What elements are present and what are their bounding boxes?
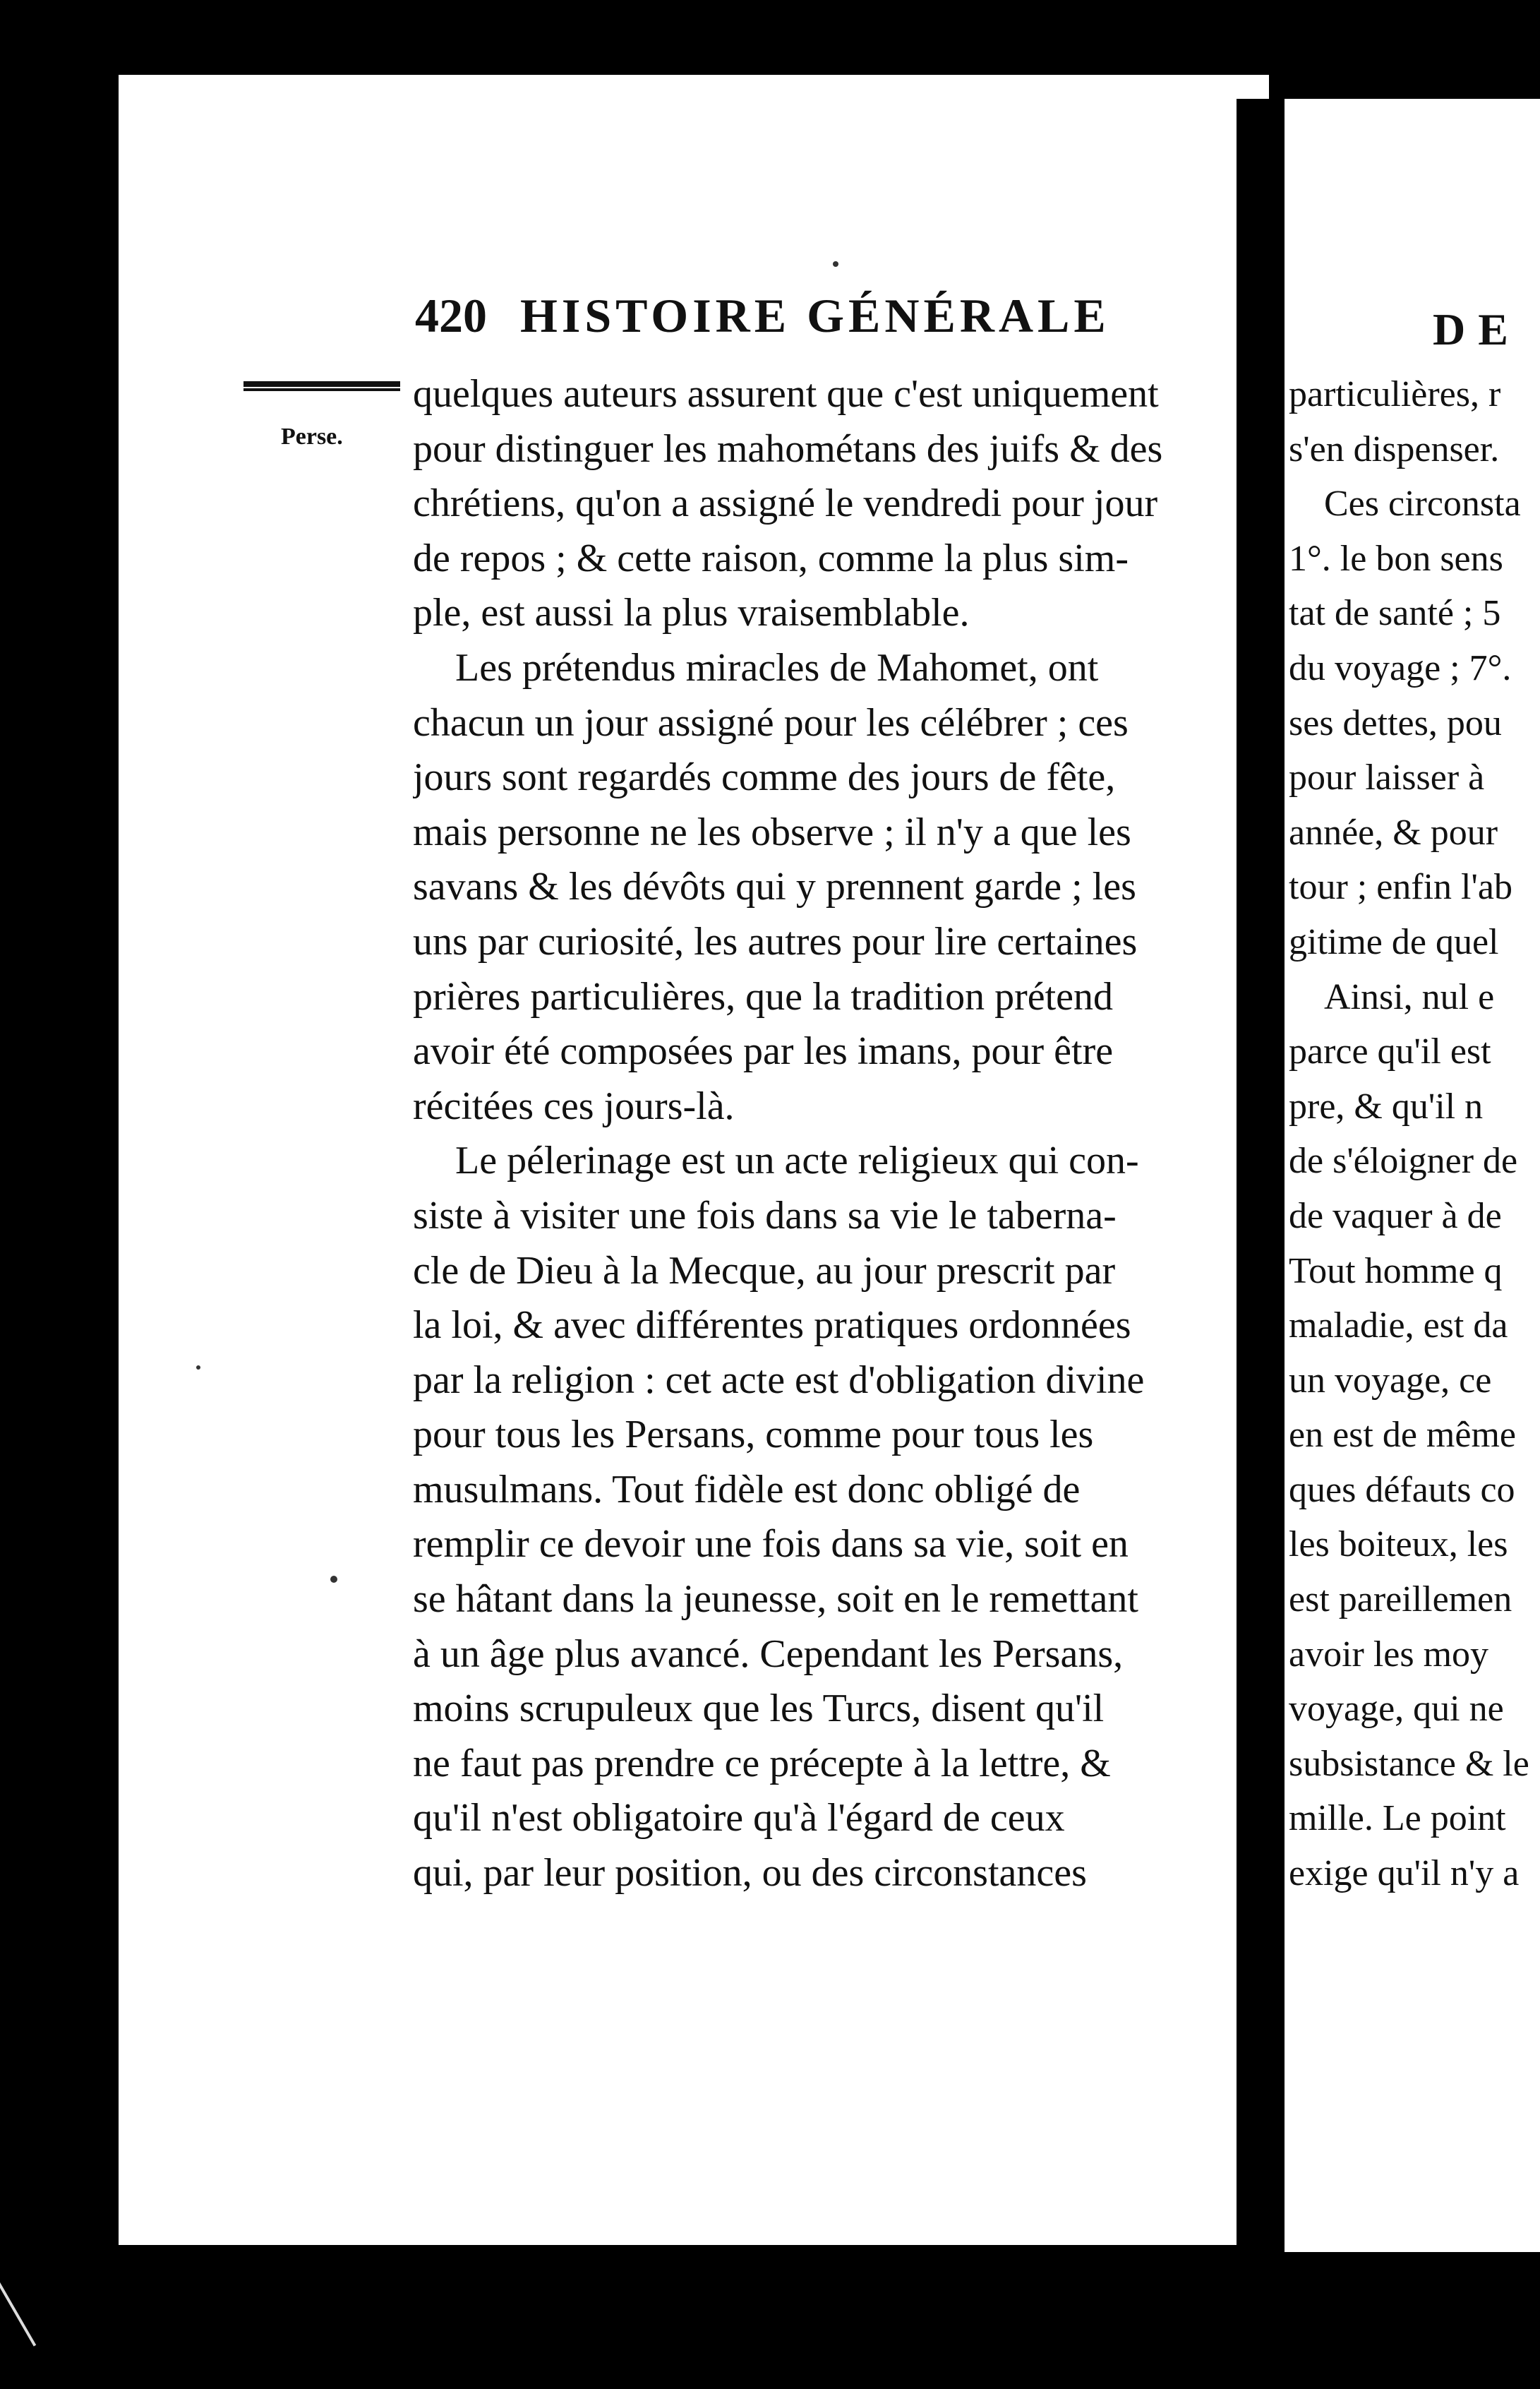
text-line: particulières, r [1289,374,1501,414]
text-line: remplir ce devoir une fois dans sa vie, soit en [413,1522,1129,1567]
text-line: Les prétendus miracles de Mahomet, ont [455,645,1099,690]
text-line: ses dettes, pou [1289,702,1502,743]
text-line: ple, est aussi la plus vraisemblable. [413,591,970,635]
text-line: pour laisser à [1289,758,1485,798]
text-line: savans & les dévôts qui y prennent garde ; les [413,865,1136,909]
text-line: année, & pour [1289,812,1498,853]
text-line: chacun un jour assigné pour les célébrer ; ces [413,700,1129,745]
page-number: 420 [415,289,487,342]
text-line: gitime de quel [1289,921,1499,962]
text-line: est pareillemen [1289,1579,1512,1620]
text-line: voyage, qui ne [1289,1689,1504,1730]
text-line: tat de santé ; 5 [1289,593,1501,634]
text-line: mais personne ne les observe ; il n'y a que les [413,810,1131,854]
text-line: uns par curiosité, les autres pour lire certaines [413,919,1138,964]
text-line: musulmans. Tout fidèle est donc obligé de [413,1467,1081,1511]
text-line: en est de même [1289,1415,1516,1456]
text-line: quelques auteurs assurent que c'est uniquement [413,372,1159,416]
book-gutter [1237,99,1285,2245]
text-line: siste à visiter une fois dans sa vie le taberna- [413,1193,1117,1238]
text-line: s'en dispenser. [1289,429,1500,469]
margin-rule [243,381,400,391]
text-line: mille. Le point [1289,1798,1506,1839]
text-line: pour distinguer les mahométans des juifs & des [413,426,1163,471]
text-line: de vaquer à de [1289,1195,1502,1236]
text-line: jours sont regardés comme des jours de fête, [413,755,1116,800]
text-line: parce qu'il est [1289,1031,1491,1072]
text-line: ne faut pas prendre ce précepte à la lettre, & [413,1741,1111,1785]
text-line: pour tous les Persans, comme pour tous les [413,1413,1094,1457]
text-line: qu'il n'est obligatoire qu'à l'égard de ceux [413,1796,1065,1840]
text-line: de s'éloigner de [1289,1141,1518,1182]
scan-scratch [0,2277,36,2346]
text-line: récitées ces jours-là. [413,1084,735,1128]
text-line: chrétiens, qu'on a assigné le vendredi pour jour [413,481,1158,526]
text-line: se hâtant dans la jeunesse, soit en le remettant [413,1577,1138,1622]
text-line: moins scrupuleux que les Turcs, disent qu'il [413,1687,1105,1731]
text-line: du voyage ; 7°. [1289,647,1512,688]
text-line: Tout homme q [1289,1250,1503,1291]
text-line: par la religion : cet acte est d'obligation divine [413,1358,1145,1402]
text-line: de repos ; & cette raison, comme la plus sim- [413,536,1129,580]
text-line: Ces circonsta [1324,484,1521,525]
dust-speck [196,1365,200,1370]
right-page-header: DE [1433,304,1521,354]
text-line: un voyage, ce [1289,1360,1492,1401]
left-page-body-text [413,367,1239,1920]
text-line: exige qu'il n'y a [1289,1853,1520,1894]
text-line: maladie, est da [1289,1305,1508,1346]
text-line: prières particulières, que la tradition prétend [413,974,1114,1019]
running-title: HISTOIRE GÉNÉRALE [520,289,1110,342]
text-line: Le pélerinage est un acte religieux qui con- [455,1139,1139,1183]
text-line: ques défauts co [1289,1469,1515,1510]
text-line: tour ; enfin l'ab [1289,867,1512,908]
text-line: la loi, & avec différentes pratiques ordonnées [413,1303,1131,1348]
dust-speck [330,1576,337,1583]
right-page-body-text [1289,367,1540,1901]
margin-note: Perse. [281,424,343,450]
text-line: Ainsi, nul e [1324,976,1495,1017]
text-line: 1°. le bon sens [1289,538,1503,579]
text-line: subsistance & le [1289,1743,1529,1784]
left-page-header [415,288,1213,345]
text-line: les boiteux, les [1289,1524,1508,1565]
text-line: à un âge plus avancé. Cependant les Persans, [413,1631,1124,1676]
dust-speck [833,261,838,267]
text-line: avoir été composées par les imans, pour être [413,1029,1114,1074]
text-line: avoir les moy [1289,1634,1489,1675]
text-line: cle de Dieu à la Mecque, au jour prescrit par [413,1248,1116,1293]
text-line: qui, par leur position, ou des circonstances [413,1851,1087,1896]
text-line: pre, & qu'il n [1289,1086,1484,1127]
